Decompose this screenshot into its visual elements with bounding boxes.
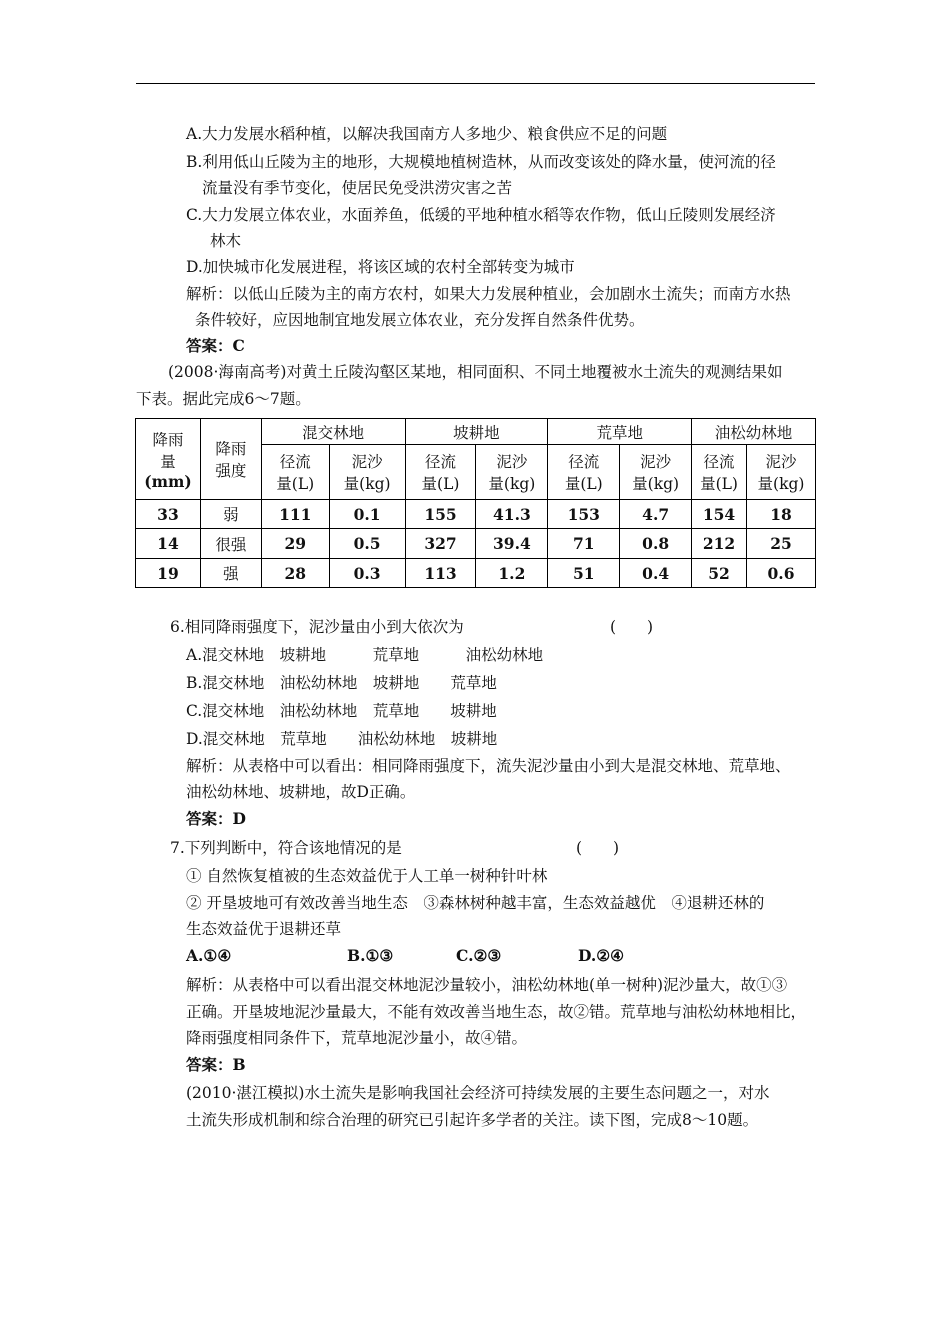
header-intensity: 降雨 强度 <box>200 419 261 500</box>
intro-6-7-line2: 下表。据此完成6～7题。 <box>136 390 311 408</box>
sub-sediment: 泥沙 量(kg) <box>329 445 405 500</box>
observation-table <box>135 418 816 588</box>
q5-option-a: A.大力发展水稻种植，以解决我国南方人多地少、粮食供应不足的问题 <box>186 125 668 143</box>
q5-answer: 答案：C <box>186 336 245 355</box>
q7-answer: 答案：B <box>186 1055 246 1074</box>
q6-option-c: C.混交林地 油松幼林地 荒草地 坡耕地 <box>186 702 497 720</box>
sub-sediment: 泥沙 量(kg) <box>620 445 692 500</box>
q7-analysis-line3: 降雨强度相同条件下，荒草地泥沙量小，故④错。 <box>186 1029 528 1047</box>
q5-analysis-line1: 解析：以低山丘陵为主的南方农村，如果大力发展种植业，会加剧水土流失；而南方水热 <box>186 285 791 303</box>
header-mixed-forest: 混交林地 <box>261 419 405 445</box>
q6-analysis-line1: 解析：从表格中可以看出：相同降雨强度下，流失泥沙量由小到大是混交林地、荒草地、 <box>186 757 791 775</box>
q6-analysis-line2: 油松幼林地、坡耕地，故D正确。 <box>186 783 416 801</box>
sub-runoff: 径流 量(L) <box>405 445 476 500</box>
q7-option-a: A.①④ <box>186 946 232 965</box>
q5-analysis-line2: 条件较好，应因地制宜地发展立体农业，充分发挥自然条件优势。 <box>195 311 645 329</box>
q6-option-d: D.混交林地 荒草地 油松幼林地 坡耕地 <box>186 730 498 748</box>
sub-sediment: 泥沙 量(kg) <box>476 445 548 500</box>
sub-runoff: 径流 量(L) <box>261 445 329 500</box>
sub-runoff: 径流 量(L) <box>548 445 620 500</box>
q5-option-b-line1: B.利用低山丘陵为主的地形，大规模地植树造林，从而改变该处的降水量，使河流的径 <box>186 153 776 171</box>
table-row: 19 强 28 0.3 113 1.2 51 0.4 52 0.6 <box>136 559 816 588</box>
header-slope-farmland: 坡耕地 <box>405 419 548 445</box>
q7-statement-1: ① 自然恢复植被的生态效益优于人工单一树种针叶林 <box>186 867 548 885</box>
q7-analysis-line1: 解析：从表格中可以看出混交林地泥沙量较小，油松幼林地(单一树种)泥沙量大，故①③ <box>186 976 788 994</box>
intro-8-10-line1: (2010·湛江模拟)水土流失是影响我国社会经济可持续发展的主要生态问题之一，对水 <box>186 1084 770 1102</box>
q5-option-d: D.加快城市化发展进程，将该区域的农村全部转变为城市 <box>186 258 575 276</box>
header-rule <box>136 83 815 84</box>
q6-option-b: B.混交林地 油松幼林地 坡耕地 荒草地 <box>186 674 497 692</box>
table-row: 14 很强 29 0.5 327 39.4 71 0.8 212 25 <box>136 529 816 559</box>
q5-option-c-line2: 林木 <box>210 232 242 250</box>
q5-option-c-line1: C.大力发展立体农业，水面养鱼，低缓的平地种植水稻等农作物，低山丘陵则发展经济 <box>186 206 776 224</box>
table-row: 33 弱 111 0.1 155 41.3 153 4.7 154 18 <box>136 500 816 529</box>
header-rainfall: 降雨 量 (mm) <box>136 419 201 500</box>
q7-statement-4-cont: 生态效益优于退耕还草 <box>186 920 342 938</box>
q7-option-d: D.②④ <box>578 946 625 965</box>
header-pine-sapling: 油松幼林地 <box>692 419 816 445</box>
intro-6-7-line1: (2008·海南高考)对黄土丘陵沟壑区某地，相同面积、不同土地覆被水土流失的观测结果如 <box>168 363 783 381</box>
q6-answer: 答案：D <box>186 809 246 828</box>
q6-stem: 6.相同降雨强度下，泥沙量由小到大依次为 <box>170 618 464 636</box>
q7-option-c: C.②③ <box>456 946 502 965</box>
q6-answer-bracket: ( ) <box>610 618 654 636</box>
q7-stem: 7.下列判断中，符合该地情况的是 <box>170 839 402 857</box>
sub-sediment: 泥沙 量(kg) <box>747 445 816 500</box>
q6-option-a: A.混交林地 坡耕地 荒草地 油松幼林地 <box>186 646 544 664</box>
sub-runoff: 径流 量(L) <box>692 445 747 500</box>
q5-option-b-line2: 流量没有季节变化，使居民免受洪涝灾害之苦 <box>202 179 513 197</box>
q7-option-b: B.①③ <box>347 946 394 965</box>
intro-8-10-line2: 土流失形成机制和综合治理的研究已引起许多学者的关注。读下图，完成8～10题。 <box>186 1111 759 1129</box>
q7-answer-bracket: ( ) <box>576 839 620 857</box>
header-grassland: 荒草地 <box>548 419 692 445</box>
q7-statement-2-4: ② 开垦坡地可有效改善当地生态 ③森林树种越丰富，生态效益越优 ④退耕还林的 <box>186 894 765 912</box>
q7-analysis-line2: 正确。开垦坡地泥沙量最大，不能有效改善当地生态，故②错。荒草地与油松幼林地相比， <box>186 1003 807 1021</box>
